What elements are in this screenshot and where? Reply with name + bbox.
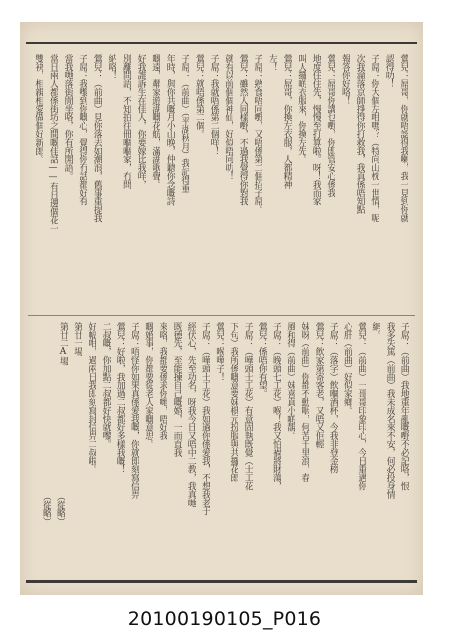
top-rule xyxy=(26,42,417,44)
text-column: 鶯兒：雖然人同樣嘢，不過我覺得你對我 xyxy=(237,54,248,206)
stage-note: （從略） xyxy=(55,492,65,526)
text-column: 風和得（前曲）妹喜真小啲靚。 xyxy=(285,322,296,440)
text-column: 鶯兒：（前曲）一哥哥印象印心，今日重遇你 xyxy=(356,322,367,491)
section-divider xyxy=(28,315,415,316)
book-page xyxy=(20,22,423,595)
text-column: 子屌：（嘩頭士工花）有意固執既覺（士工花 xyxy=(242,322,253,491)
text-column: 經伏心，先至功名，呀我今日又唔中二教，我真哋 xyxy=(185,322,196,507)
text-column: 子屌：熟食唔同嘢，又唔係第二個招子屌。 xyxy=(252,54,263,214)
text-column: 鶯兒：屌哥，你就唔認得我喇，我一見到你就 xyxy=(398,54,409,223)
text-column: 左！ xyxy=(267,54,277,71)
text-column: 好我誰訴生在佳人，你要嫁比我咩， xyxy=(135,54,146,189)
text-column: 叫人攞啲衣服來，你換左先。 xyxy=(296,54,307,164)
text-column: 網。 xyxy=(370,322,381,339)
text-column: 子屌：我嚟到你嘅心，覺得你冇話都好有 xyxy=(77,54,88,206)
text-column: 鶯兒：係唔你有望。 xyxy=(256,322,267,398)
text-column: 心肝（前曲）好似家鄉。 xyxy=(342,322,352,415)
text-column: 嘅婚事，你都要從老人家嘅意思。 xyxy=(143,322,154,449)
stage-note: （從略） xyxy=(41,492,51,526)
text-column: 子屌：你大個左咁嗎？（特向山枕一世情，呢 xyxy=(369,54,380,223)
text-column: 認得叻！ xyxy=(383,54,394,88)
text-column: 子屌：（前曲）（平湖秋月）我記得重 xyxy=(179,54,190,193)
text-column: 子屌：唔怪你如果真係愛我嘅，你就即刻寫信畀 xyxy=(129,322,139,499)
page-caption: 20100190105_P016 xyxy=(127,608,322,630)
text-column: 既德先，至能揀自己嘅婚，一而直我 xyxy=(171,322,182,457)
text-column: 子屌：（嘩頭士工花）我如過你係愛我，不想我老于 xyxy=(200,322,210,516)
text-column: 鶯兒：喉嘩子！ xyxy=(214,322,225,381)
text-column: 鶯兒：（前曲）見你落去如潮浪，舊事重提我 xyxy=(91,54,102,223)
text-column: 第廿二A場 xyxy=(58,322,68,366)
text-column: 妹呀（前曲）你都不動咽，何苦千里浪，春 xyxy=(299,322,310,482)
text-column: 嘅遠，鄰家遊湖嘅花舫，滿湖歌聲。 xyxy=(150,54,161,189)
text-column: 鶯兒：飲家第寄客老，又唔又佢輕 xyxy=(313,322,324,449)
text-column: 年時，與你共嘅月小山晚，仲聽你念嘅詩 xyxy=(164,54,175,206)
text-column: 地度住住先，慢慢至打算啦。呀！我而家 xyxy=(310,54,321,206)
text-column: 下句）我所係嘅意要妹棋元扮服與共攞花郎 xyxy=(228,322,239,482)
text-column: 次我淪落京師掙得你打救我，我真係唔知點 xyxy=(354,54,365,214)
text-column: 來咯，我都要係求你哋，唔好我 xyxy=(157,322,168,440)
text-column: 別離問語，不知拍往冊嗰嗰家，冇問 xyxy=(121,54,131,189)
text-column: 鶯兒：屌哥，你換左衣服，人都精神 xyxy=(281,54,292,189)
text-column: 納咯！ xyxy=(106,54,117,80)
text-column: 雙袂，相親相愛做個好新郎。 xyxy=(33,54,44,164)
text-column: 二叔嘅，你加點二叔都好快就嚟。 xyxy=(100,322,111,449)
text-column: 好幅咁，過兩日我即刻寫封信畀二叔啦。 xyxy=(86,322,97,474)
text-column: 子屌：（落字）飲嗰酒杯，今我非登金榜 xyxy=(327,322,338,474)
text-column: 子屌：我就唔係第二個咩！ xyxy=(208,54,219,155)
text-column: 鶯兒：就唔係第二個。 xyxy=(194,54,204,139)
text-column: 就有以前個個神仙，好似唔同叻！ xyxy=(223,54,234,181)
bottom-rule xyxy=(26,580,417,583)
text-column: 第廿一場 xyxy=(72,322,83,356)
text-column: 當我哋落街閒坐咯，你有所開語。 xyxy=(62,54,73,181)
text-column: 子屌：（前曲）我地重年亂嘅嘢不必記咯，恨 xyxy=(398,322,409,491)
text-column: 鶯兒：屌哥你講乜嘢，你即管安心係我 xyxy=(325,54,336,197)
text-column: 子屌：（晚頭七工花）喉！我又怕禍將財蕩， xyxy=(271,322,281,491)
text-column: 我多失篤（前曲）我未成名來不安，何必投身情 xyxy=(384,322,395,499)
text-column: 當日兩人都係街坊之間嘅佳話——有日邊個花一 xyxy=(48,54,58,233)
text-column: 鶯兒：好啦，我加過二叔都好多樣我嘅！ xyxy=(114,322,125,474)
text-column: 報答你好咯！ xyxy=(340,54,350,105)
